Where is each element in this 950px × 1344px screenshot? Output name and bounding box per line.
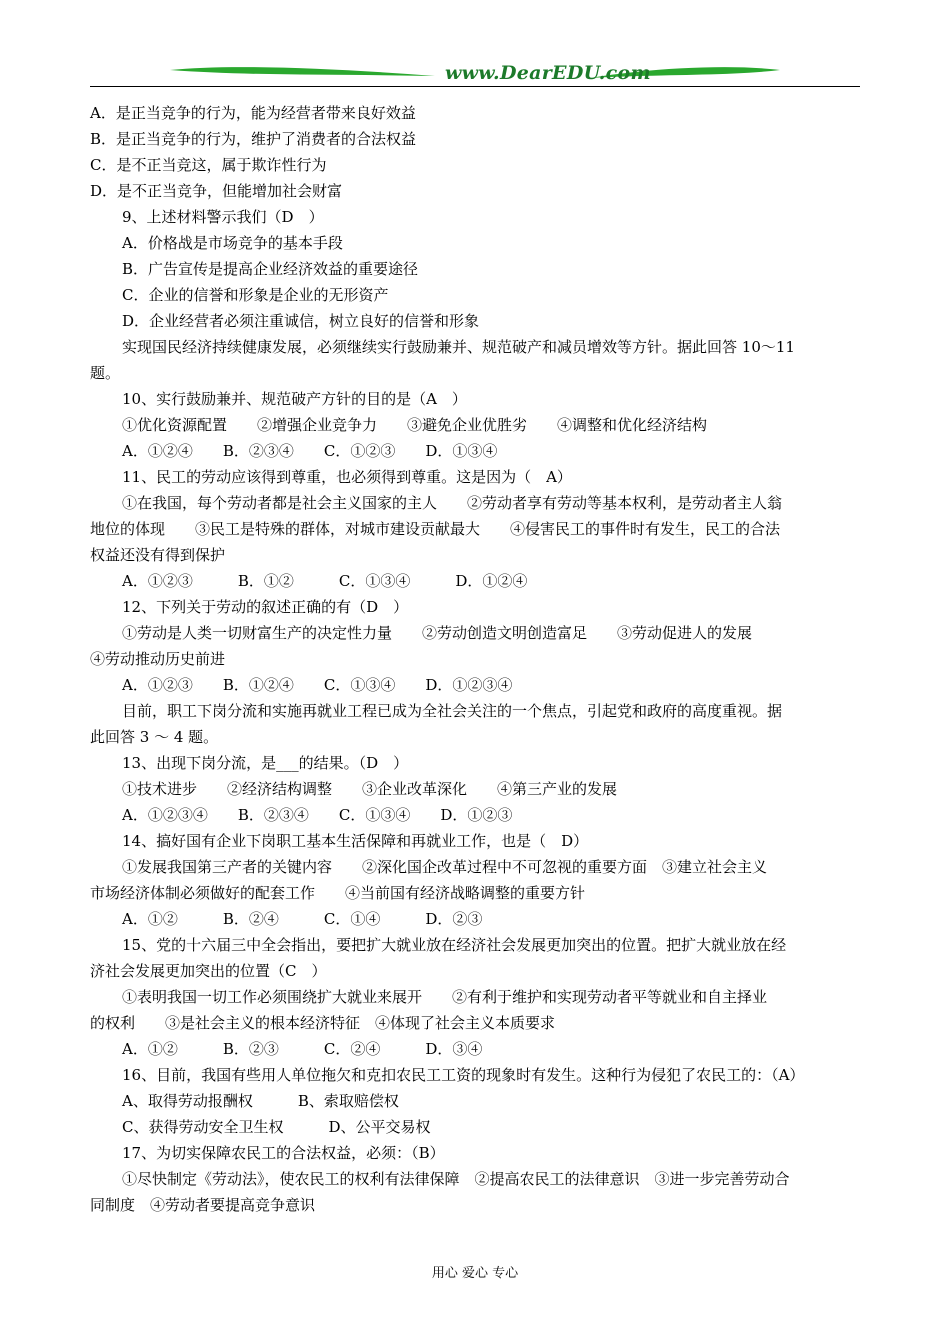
text-line: ①在我国，每个劳动者都是社会主义国家的主人 ②劳动者享有劳动等基本权利，是劳动者主人翁: [122, 494, 783, 512]
text-line: 实现国民经济持续健康发展，必须继续实行鼓励兼并、规范破产和减员增效等方针。据此回答 10～11: [122, 338, 795, 356]
text-line: 10、实行鼓励兼并、规范破产方针的目的是（A ）: [122, 390, 467, 408]
page-header: [90, 62, 860, 90]
text-line: 14、搞好国有企业下岗职工基本生活保障和再就业工作，也是（ D）: [122, 832, 589, 850]
text-line: D．企业经营者必须注重诚信，树立良好的信誉和形象: [122, 312, 480, 330]
text-line: A．①② B．②④ C．①④ D．②③: [122, 910, 483, 928]
text-line: B．是正当竞争的行为，维护了消费者的合法权益: [90, 130, 417, 148]
text-line: A．价格战是市场竞争的基本手段: [122, 234, 343, 252]
document-body: [90, 100, 860, 1218]
text-line: ①表明我国一切工作必须围绕扩大就业来展开 ②有利于维护和实现劳动者平等就业和自主择业: [122, 988, 768, 1006]
text-line: ④劳动推动历史前进: [90, 650, 226, 668]
text-line: A．①②③④ B．②③④ C．①③④ D．①②③: [122, 806, 513, 824]
text-line: ①技术进步 ②经济结构调整 ③企业改革深化 ④第三产业的发展: [122, 780, 618, 798]
text-line: A．①② B．②③ C．②④ D．③④: [122, 1040, 483, 1058]
text-line: A、取得劳动报酬权 B、索取赔偿权: [122, 1092, 399, 1110]
text-line: A．①②③ B．①②④ C．①③④ D．①②③④: [122, 676, 513, 694]
header-divider: [90, 86, 860, 87]
site-logo-text[interactable]: www.DearEDU.com: [445, 62, 651, 84]
text-line: C．是不正当竞这，属于欺诈性行为: [90, 156, 327, 174]
text-line: 题。: [90, 364, 121, 382]
text-line: ①劳动是人类一切财富生产的决定性力量 ②劳动创造文明创造富足 ③劳动促进人的发展: [122, 624, 753, 642]
text-line: 17、为切实保障农民工的合法权益，必须：（B）: [122, 1144, 445, 1162]
text-line: 权益还没有得到保护: [90, 546, 226, 564]
text-line: D．是不正当竞争，但能增加社会财富: [90, 182, 343, 200]
text-line: 济社会发展更加突出的位置（C ）: [90, 962, 327, 980]
text-line: A．①②④ B．②③④ C．①②③ D．①③④: [122, 442, 498, 460]
page-footer: 用心 爱心 专心: [431, 1266, 519, 1281]
text-line: 市场经济体制必须做好的配套工作 ④当前国有经济战略调整的重要方针: [90, 884, 586, 902]
text-line: 11、民工的劳动应该得到尊重，也必须得到尊重。这是因为（ A）: [122, 468, 572, 486]
text-line: B．广告宣传是提高企业经济效益的重要途径: [122, 260, 419, 278]
text-line: 地位的体现 ③民工是特殊的群体，对城市建设贡献最大 ④侵害民工的事件时有发生，民工的合法: [90, 520, 781, 538]
text-line: C．企业的信誉和形象是企业的无形资产: [122, 286, 389, 304]
text-line: A．①②③ B．①② C．①③④ D．①②④: [122, 572, 528, 590]
text-line: 此回答 3 ～ 4 题。: [90, 728, 219, 746]
text-line: C、获得劳动安全卫生权 D、公平交易权: [122, 1118, 431, 1136]
text-line: 13、出现下岗分流，是___的结果。（D ）: [122, 754, 409, 772]
text-line: 目前，职工下岗分流和实施再就业工程已成为全社会关注的一个焦点，引起党和政府的高度重视。据: [122, 702, 783, 720]
text-line: ①尽快制定《劳动法》，使农民工的权利有法律保障 ②提高农民工的法律意识 ③进一步完善劳动合: [122, 1170, 790, 1188]
text-line: 9、上述材料警示我们（D ）: [122, 208, 324, 226]
text-line: 同制度 ④劳动者要提高竞争意识: [90, 1196, 316, 1214]
text-line: 12、下列关于劳动的叙述正确的有（D ）: [122, 598, 409, 616]
text-line: ①发展我国第三产者的关键内容 ②深化国企改革过程中不可忽视的重要方面 ③建立社会主义: [122, 858, 768, 876]
text-line: 15、党的十六届三中全会指出，要把扩大就业放在经济社会发展更加突出的位置。把扩大就业放在经: [122, 936, 787, 954]
text-line: A．是正当竞争的行为，能为经营者带来良好效益: [90, 104, 416, 122]
text-line: 16、目前，我国有些用人单位拖欠和克扣农民工工资的现象时有发生。这种行为侵犯了农民工的：（A）: [122, 1066, 805, 1084]
text-line: 的权利 ③是社会主义的根本经济特征 ④体现了社会主义本质要求: [90, 1014, 556, 1032]
text-line: ①优化资源配置 ②增强企业竞争力 ③避免企业优胜劣 ④调整和优化经济结构: [122, 416, 708, 434]
